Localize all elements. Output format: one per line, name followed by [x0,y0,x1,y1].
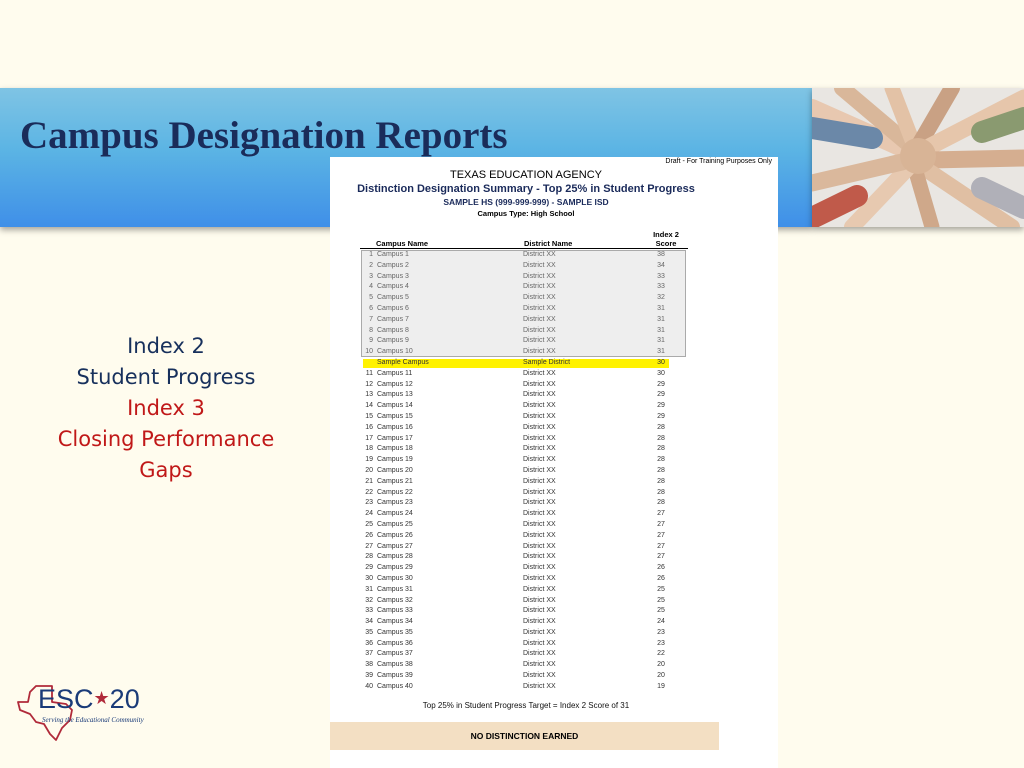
column-header-score-line2: Score [655,239,677,248]
row-score: 25 [657,607,665,615]
row-rank: 6 [369,304,373,312]
row-district: District XX [523,251,556,258]
row-district: District XX [523,445,556,453]
sample-campus-row [361,358,686,369]
table-row [361,509,686,520]
row-rank: 8 [369,326,373,334]
report-school: SAMPLE HS (999-999-999) - SAMPLE ISD [443,197,609,207]
row-rank: 36 [365,639,373,647]
row-campus: Campus 15 [377,412,413,420]
row-district: District XX [523,402,556,410]
row-campus: Campus 17 [377,434,413,442]
report-agency: TEXAS EDUCATION AGENCY [450,169,602,181]
row-campus: Campus 28 [377,553,413,561]
row-district: District XX [523,283,556,291]
row-score: 33 [657,283,665,291]
row-score: 29 [657,402,665,410]
row-rank: 38 [365,661,373,669]
table-row [361,261,686,272]
table-row [361,552,686,563]
row-campus: Campus 21 [377,477,413,485]
row-score: 31 [657,315,665,323]
row-district: District XX [523,466,556,474]
row-district: District XX [523,499,556,507]
column-header-score-line1: Index 2 [653,230,679,239]
row-campus: Campus 18 [377,445,413,453]
table-row [361,660,686,671]
column-header-score [642,230,690,248]
row-rank: 29 [365,564,373,572]
table-row [361,477,686,488]
table-row [361,488,686,499]
row-campus: Campus 23 [377,499,413,507]
row-score: 20 [657,672,665,680]
table-row [361,336,686,347]
row-score: 31 [657,337,665,345]
table-row [361,272,686,283]
row-campus: Campus 1 [377,251,409,258]
row-district: District XX [523,380,556,388]
row-score: 29 [657,380,665,388]
index-line: Closing Performance [57,427,275,451]
row-score: 20 [657,661,665,669]
row-campus: Campus 14 [377,402,413,410]
row-score: 27 [657,510,665,518]
row-campus: Campus 39 [377,672,413,680]
table-row [361,639,686,650]
index-line: Index 3 [127,396,205,420]
row-score: 28 [657,423,665,431]
row-district: District XX [523,672,556,680]
row-campus: Campus 12 [377,380,413,388]
table-row [361,444,686,455]
row-rank: 21 [365,477,373,485]
row-score: 26 [657,564,665,572]
row-campus: Campus 19 [377,456,413,464]
row-rank: 19 [365,456,373,464]
row-rank: 32 [365,596,373,604]
index-line: Gaps [139,458,193,482]
table-row [361,434,686,445]
star-icon: ★ [93,688,110,708]
row-rank: 18 [365,445,373,453]
report-campus-type: Campus Type: High School [477,209,575,218]
row-campus: Campus 10 [377,348,413,356]
row-score: 27 [657,553,665,561]
row-score: 29 [657,412,665,420]
campus-table [361,250,686,693]
row-rank: 40 [365,682,373,690]
row-campus: Campus 34 [377,618,413,626]
row-rank: 15 [365,412,373,420]
row-campus: Campus 31 [377,585,413,593]
table-row [361,628,686,639]
table-row [361,649,686,660]
row-rank: 37 [365,650,373,658]
row-rank: 1 [369,251,373,258]
table-row [361,542,686,553]
row-rank: 39 [365,672,373,680]
row-score: 27 [657,542,665,550]
row-district: District XX [523,639,556,647]
table-row [361,250,686,261]
row-score: 24 [657,618,665,626]
row-score: 28 [657,445,665,453]
row-district: District XX [523,682,556,690]
row-score: 32 [657,294,665,302]
row-score: 27 [657,531,665,539]
table-row [361,347,686,358]
row-campus: Campus 11 [377,369,413,377]
row-score: 34 [657,261,665,269]
table-row [361,315,686,326]
row-rank: 20 [365,466,373,474]
row-rank: 17 [365,434,373,442]
row-district: District XX [523,574,556,582]
row-score: 27 [657,520,665,528]
slide-title: Campus Designation Reports [20,114,508,157]
table-row [361,304,686,315]
table-row [361,498,686,509]
table-row [361,531,686,542]
row-campus: Campus 30 [377,574,413,582]
row-rank: 5 [369,294,373,302]
row-score: 28 [657,488,665,496]
row-score: 28 [657,434,665,442]
row-score: 26 [657,574,665,582]
row-rank: 22 [365,488,373,496]
row-district: District XX [523,628,556,636]
column-header-district: District Name [524,239,573,248]
row-campus: Campus 4 [377,283,409,291]
column-header-campus: Campus Name [376,239,429,248]
row-campus: Campus 3 [377,272,409,280]
row-district: District XX [523,520,556,528]
row-district: District XX [523,423,556,431]
row-campus: Campus 25 [377,520,413,528]
row-score: 30 [657,369,665,377]
table-row [361,412,686,423]
row-district: District XX [523,294,556,302]
row-score: 22 [657,650,665,658]
teamwork-hands-photo [812,88,1024,227]
row-campus: Campus 22 [377,488,413,496]
row-rank: 30 [365,574,373,582]
index-list [36,331,296,486]
table-row [361,369,686,380]
table-row [361,423,686,434]
row-campus: Campus 9 [377,337,409,345]
row-score: 31 [657,348,665,356]
row-score: 30 [657,358,665,366]
row-district: Sample District [523,358,571,366]
row-campus: Campus 36 [377,639,413,647]
row-district: District XX [523,391,556,399]
row-district: District XX [523,369,556,377]
row-district: District XX [523,607,556,615]
table-row [361,520,686,531]
row-district: District XX [523,412,556,420]
row-district: District XX [523,510,556,518]
row-score: 31 [657,304,665,312]
draft-note: Draft - For Training Purposes Only [665,158,772,165]
table-row [361,390,686,401]
row-district: District XX [523,337,556,345]
row-campus: Campus 26 [377,531,413,539]
row-campus: Campus 20 [377,466,413,474]
table-row [361,596,686,607]
row-campus: Campus 16 [377,423,413,431]
row-rank: 35 [365,628,373,636]
table-row [361,682,686,693]
row-rank: 7 [369,315,373,323]
row-score: 25 [657,596,665,604]
logo-tagline: Serving the Educational Community [42,716,144,724]
row-rank: 9 [369,337,373,345]
row-campus: Campus 37 [377,650,413,658]
row-rank: 4 [369,283,373,291]
row-score: 28 [657,466,665,474]
table-row [361,466,686,477]
row-district: District XX [523,315,556,323]
row-district: District XX [523,477,556,485]
row-score: 19 [657,682,665,690]
row-district: District XX [523,488,556,496]
row-district: District XX [523,661,556,669]
table-row [361,380,686,391]
row-campus: Campus 35 [377,628,413,636]
header-rule [360,248,688,249]
row-district: District XX [523,564,556,572]
row-district: District XX [523,650,556,658]
report-summary-title: Distinction Designation Summary - Top 25% in Student Progress [357,183,695,195]
table-row [361,606,686,617]
row-score: 33 [657,272,665,280]
row-rank: 14 [365,402,373,410]
row-rank: 23 [365,499,373,507]
row-district: District XX [523,304,556,312]
row-rank: 10 [365,348,373,356]
row-rank: 2 [369,261,373,269]
table-row [361,326,686,337]
row-campus: Campus 6 [377,304,409,312]
row-district: District XX [523,261,556,269]
row-rank: 27 [365,542,373,550]
table-row [361,617,686,628]
row-campus: Campus 8 [377,326,409,334]
row-district: District XX [523,596,556,604]
row-rank: 12 [365,380,373,388]
row-district: District XX [523,434,556,442]
row-campus: Campus 29 [377,564,413,572]
row-rank: 31 [365,585,373,593]
index-line: Index 2 [127,334,205,358]
row-rank: 3 [369,272,373,280]
row-district: District XX [523,585,556,593]
row-score: 28 [657,477,665,485]
row-campus: Sample Campus [377,358,429,366]
row-district: District XX [523,326,556,334]
distinction-report [330,157,778,768]
row-district: District XX [523,542,556,550]
table-row [361,401,686,412]
row-district: District XX [523,618,556,626]
row-rank: 25 [365,520,373,528]
row-district: District XX [523,456,556,464]
table-row [361,293,686,304]
row-rank: 24 [365,510,373,518]
row-score: 23 [657,628,665,636]
row-campus: Campus 24 [377,510,413,518]
row-score: 28 [657,456,665,464]
row-score: 31 [657,326,665,334]
table-row [361,574,686,585]
table-row [361,563,686,574]
row-campus: Campus 2 [377,261,409,269]
index-line: Student Progress [76,365,256,389]
row-campus: Campus 13 [377,391,413,399]
row-district: District XX [523,272,556,280]
row-rank: 11 [365,369,373,377]
row-rank: 26 [365,531,373,539]
row-campus: Campus 5 [377,294,409,302]
row-campus: Campus 38 [377,661,413,669]
row-campus: Campus 7 [377,315,409,323]
status-bar: NO DISTINCTION EARNED [330,722,719,750]
logo-wordmark: ESC★20 [38,684,140,714]
row-district: District XX [523,348,556,356]
row-campus: Campus 32 [377,596,413,604]
row-campus: Campus 40 [377,682,413,690]
row-score: 28 [657,499,665,507]
row-campus: Campus 27 [377,542,413,550]
row-rank: 33 [365,607,373,615]
row-rank: 13 [365,391,373,399]
table-row [361,585,686,596]
row-score: 25 [657,585,665,593]
row-rank: 34 [365,618,373,626]
table-row [361,282,686,293]
row-score: 29 [657,391,665,399]
row-score: 23 [657,639,665,647]
row-rank: 16 [365,423,373,431]
row-score: 38 [657,251,665,258]
esc-20-logo [16,684,176,744]
row-district: District XX [523,531,556,539]
row-rank: 28 [365,553,373,561]
target-text: Top 25% in Student Progress Target = Index 2 Score of 31 [422,701,630,710]
row-district: District XX [523,553,556,561]
table-row [361,455,686,466]
row-campus: Campus 33 [377,607,413,615]
table-row [361,671,686,682]
